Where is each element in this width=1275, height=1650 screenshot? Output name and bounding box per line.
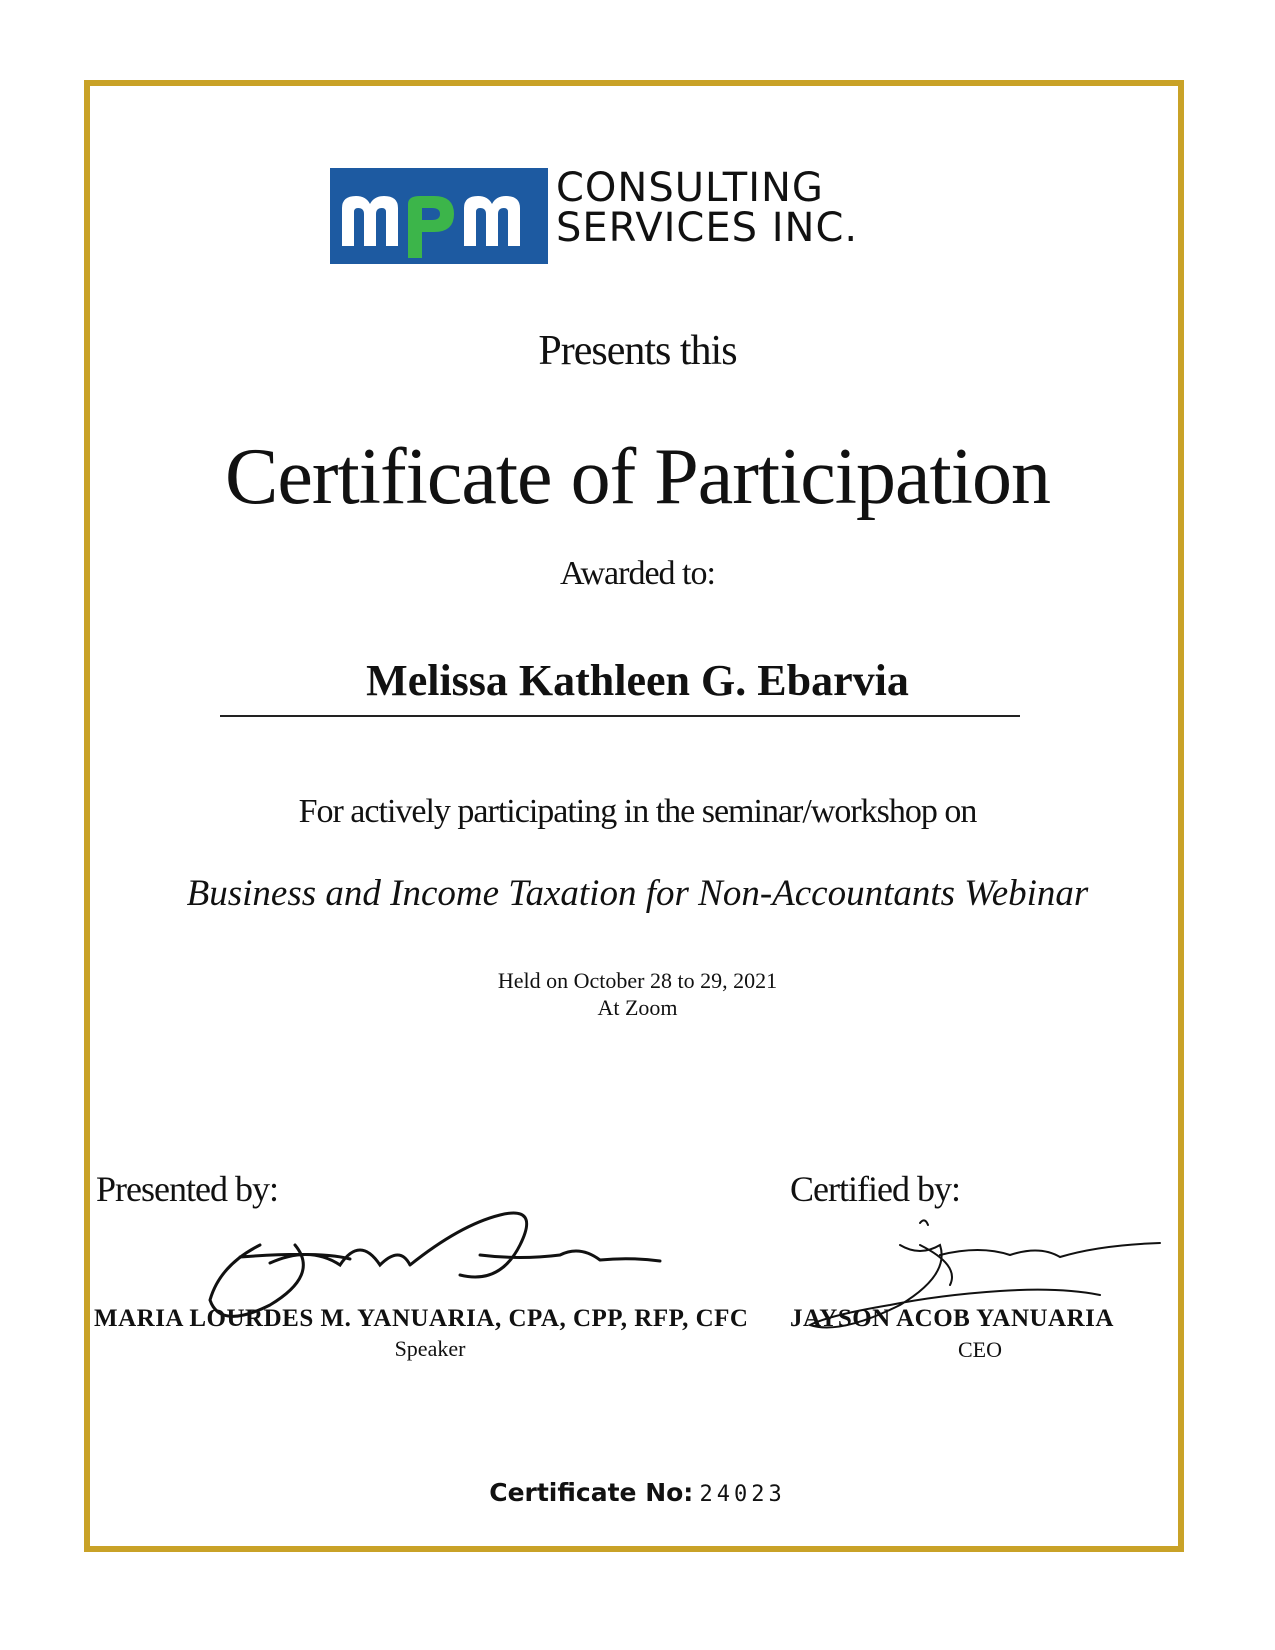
certificate-title: Certificate of Participation	[224, 433, 1050, 521]
participation-reason: For actively participating in the seminar/workshop on	[298, 793, 977, 830]
certificate-number-value: 24023	[699, 1482, 786, 1507]
event-title: Business and Income Taxation for Non-Accountants Webinar	[186, 873, 1089, 914]
logo-wordmark	[556, 165, 859, 251]
certifier-name: JAYSON ACOB YANUARIA	[790, 1305, 1114, 1332]
certified-by-label: Certified by:	[790, 1169, 960, 1209]
company-logo	[330, 165, 900, 264]
held-date: Held on October 28 to 29, 2021	[497, 968, 778, 993]
presenter-role: Speaker	[394, 1336, 466, 1361]
logo-line-2: SERVICES INC.	[556, 205, 859, 251]
presenter-name: MARIA LOURDES M. YANUARIA, CPA, CPP, RFP, CFC	[94, 1305, 749, 1332]
recipient-name: Melissa Kathleen G. Ebarvia	[366, 656, 909, 705]
recipient-underline	[220, 715, 1020, 717]
presents-text: Presents this	[538, 328, 737, 374]
certifier-role: CEO	[958, 1337, 1002, 1362]
event-details	[0, 967, 1275, 1021]
logo-line-1: CONSULTING	[556, 165, 824, 211]
certificate-number-label: Certificate No:	[489, 1478, 694, 1507]
awarded-to-label: Awarded to:	[560, 555, 715, 592]
venue: At Zoom	[597, 995, 678, 1020]
presented-by-label: Presented by:	[96, 1169, 278, 1209]
certificate-number	[0, 1478, 1275, 1508]
logo-mark	[330, 168, 548, 264]
